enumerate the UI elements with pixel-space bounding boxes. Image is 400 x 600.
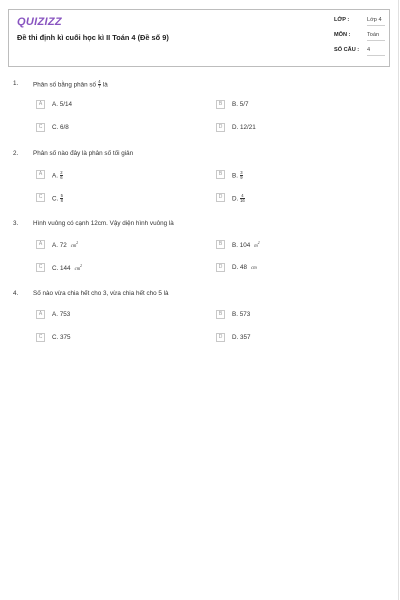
option-letter-box[interactable]: C bbox=[36, 123, 45, 132]
unit-label: cm bbox=[251, 266, 257, 271]
question-text: Phân số bằng phân số $\frac{4}{7}$ là bbox=[33, 79, 108, 90]
option-letter-box[interactable]: C bbox=[36, 263, 45, 272]
option-letter-box[interactable]: D bbox=[216, 333, 225, 342]
worksheet-title: Đề thi định kì cuối học kì II Toán 4 (Đề số 9) bbox=[17, 33, 169, 42]
option-text: D. 48 cm bbox=[232, 264, 257, 271]
option-text: A. 753 bbox=[52, 311, 71, 318]
option-letter-box[interactable]: D bbox=[216, 193, 225, 202]
question-number: 4. bbox=[13, 290, 19, 297]
option-letter-box[interactable]: B bbox=[216, 240, 225, 249]
question-text: Hình vuông có cạnh 12cm. Vậy diện hình vuông là bbox=[33, 220, 174, 227]
fraction: $\frac{2}{6}$ bbox=[60, 170, 63, 181]
header-box bbox=[8, 9, 390, 67]
unit-label: $cm^2$ bbox=[74, 264, 82, 272]
meta-count-label: SỐ CÂU : bbox=[334, 47, 360, 53]
quizizz-logo: QUIZIZZ bbox=[17, 16, 62, 28]
fraction: $\frac{3}{9}$ bbox=[240, 170, 243, 181]
question-number: 1. bbox=[13, 80, 19, 87]
option-text: C. $\frac{5}{8}$ bbox=[52, 193, 63, 204]
question-text: Phân số nào đây là phân số tối giản bbox=[33, 150, 134, 157]
option-letter-box[interactable]: B bbox=[216, 310, 225, 319]
option-text: D. 357 bbox=[232, 334, 251, 341]
option-letter-box[interactable]: B bbox=[216, 100, 225, 109]
question-number: 2. bbox=[13, 150, 19, 157]
option-letter-box[interactable]: D bbox=[216, 263, 225, 272]
question-number: 3. bbox=[13, 220, 19, 227]
question-text: Số nào vừa chia hết cho 3, vừa chia hết cho 5 là bbox=[33, 290, 169, 297]
fraction: $\frac{4}{16}$ bbox=[240, 193, 245, 204]
page-edge bbox=[398, 0, 399, 600]
option-text: D. $\frac{4}{16}$ bbox=[232, 193, 245, 204]
option-letter-box[interactable]: B bbox=[216, 170, 225, 179]
option-letter-box[interactable]: C bbox=[36, 333, 45, 342]
option-text: A. 72 $cm^2$ bbox=[52, 241, 79, 249]
meta-class-label: LỚP : bbox=[334, 17, 350, 23]
unit-label: $cm^2$ bbox=[70, 241, 79, 249]
option-text: B. 573 bbox=[232, 311, 251, 318]
option-text: C. 375 bbox=[52, 334, 71, 341]
option-letter-box[interactable]: A bbox=[36, 240, 45, 249]
option-text: B. 5/7 bbox=[232, 101, 249, 108]
option-text: D. 12/21 bbox=[232, 124, 256, 131]
option-text: C. 144 $cm^2$ bbox=[52, 264, 82, 272]
meta-count-value: 4 bbox=[367, 47, 385, 56]
option-letter-box[interactable]: A bbox=[36, 100, 45, 109]
option-letter-box[interactable]: D bbox=[216, 123, 225, 132]
option-text: A. $\frac{2}{6}$ bbox=[52, 170, 63, 181]
option-letter-box[interactable]: C bbox=[36, 193, 45, 202]
meta-subject-label: MÔN : bbox=[334, 32, 351, 38]
option-letter-box[interactable]: A bbox=[36, 170, 45, 179]
meta-subject-value: Toán bbox=[367, 32, 385, 41]
option-text: C. 6/8 bbox=[52, 124, 69, 131]
option-text: A. 5/14 bbox=[52, 101, 72, 108]
meta-class-value: Lớp 4 bbox=[367, 17, 385, 26]
fraction: $\frac{4}{7}$ bbox=[98, 79, 101, 90]
option-letter-box[interactable]: A bbox=[36, 310, 45, 319]
fraction: $\frac{5}{8}$ bbox=[60, 193, 63, 204]
unit-label: $m^2$ bbox=[254, 241, 260, 249]
option-text: B. $\frac{3}{9}$ bbox=[232, 170, 243, 181]
option-text: B. 104 $m^2$ bbox=[232, 241, 260, 249]
